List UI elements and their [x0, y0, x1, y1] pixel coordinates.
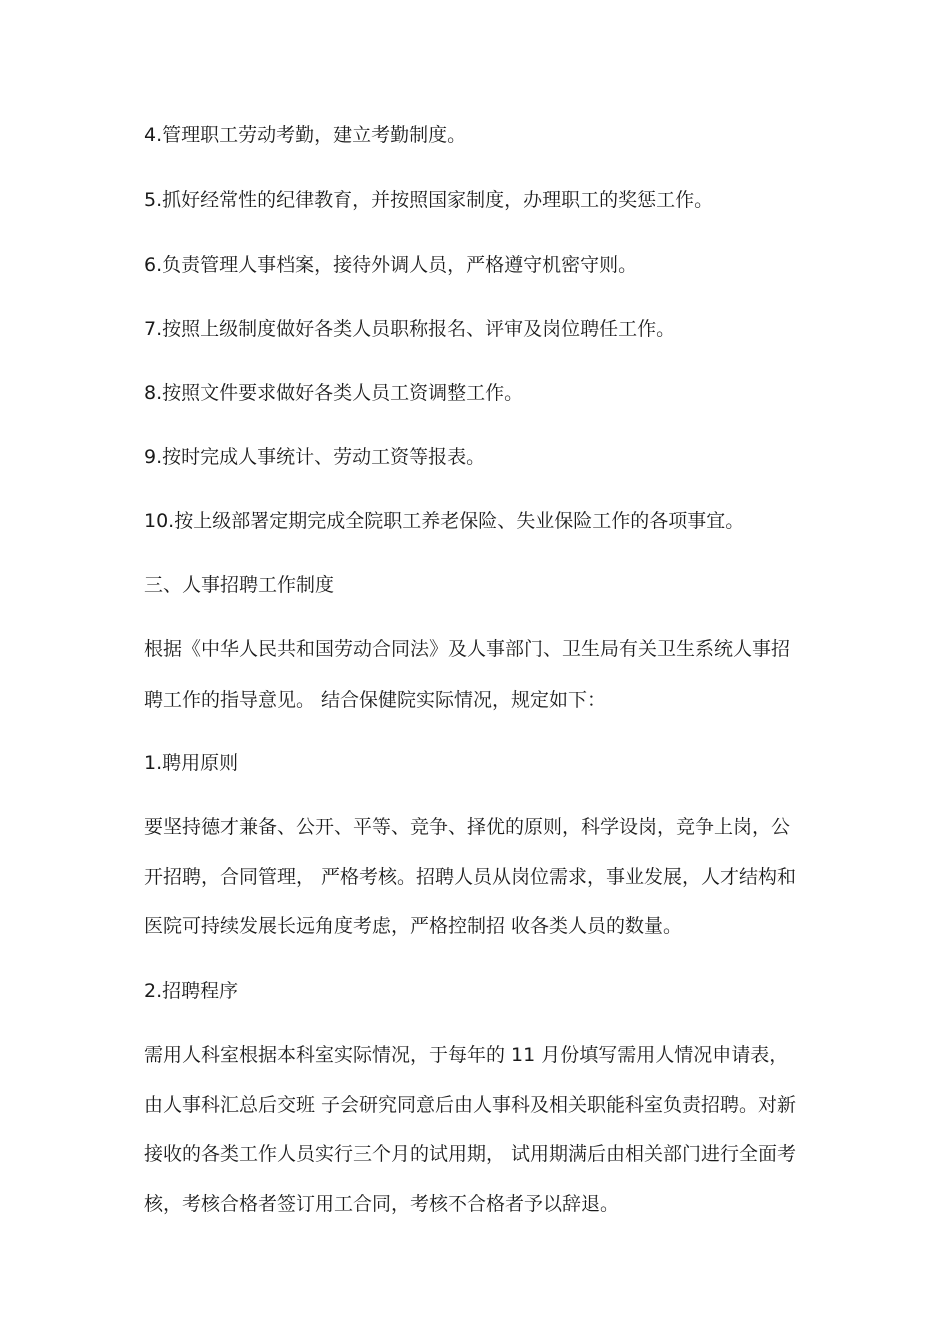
list-item: 9.按时完成人事统计、劳动工资等报表。	[144, 446, 486, 468]
list-item: 5.抓好经常性的纪律教育，并按照国家制度，办理职工的奖惩工作。	[144, 189, 714, 211]
paragraph-line: 核，考核合格者签订用工合同，考核不合格者予以辞退。	[144, 1193, 620, 1215]
intro-line: 根据《中华人民共和国劳动合同法》及人事部门、卫生局有关卫生系统人事招	[144, 638, 791, 660]
list-item: 7.按照上级制度做好各类人员职称报名、评审及岗位聘任工作。	[144, 318, 676, 340]
section-heading: 三、人事招聘工作制度	[144, 574, 335, 596]
paragraph-line: 接收的各类工作人员实行三个月的试用期， 试用期满后由相关部门进行全面考	[144, 1143, 797, 1165]
paragraph-line: 要坚持德才兼备、公开、平等、竞争、择优的原则，科学设岗，竞争上岗，公	[144, 816, 791, 838]
list-item: 6.负责管理人事档案，接待外调人员，严格遵守机密守则。	[144, 254, 638, 276]
paragraph-line: 由人事科汇总后交班 子会研究同意后由人事科及相关职能科室负责招聘。对新	[144, 1094, 797, 1116]
intro-line: 聘工作的指导意见。 结合保健院实际情况，规定如下：	[144, 689, 607, 711]
paragraph-line: 开招聘，合同管理， 严格考核。招聘人员从岗位需求，事业发展，人才结构和	[144, 866, 797, 888]
paragraph-line: 需用人科室根据本科室实际情况，于每年的 11 月份填写需用人情况申请表，	[144, 1044, 789, 1066]
paragraph-line: 医院可持续发展长远角度考虑，严格控制招 收各类人员的数量。	[144, 915, 683, 937]
list-item: 8.按照文件要求做好各类人员工资调整工作。	[144, 382, 524, 404]
list-item: 10.按上级部署定期完成全院职工养老保险、失业保险工作的各项事宜。	[144, 510, 745, 532]
subsection-heading: 1.聘用原则	[144, 752, 239, 774]
subsection-heading: 2.招聘程序	[144, 980, 239, 1002]
list-item: 4.管理职工劳动考勤，建立考勤制度。	[144, 124, 467, 146]
